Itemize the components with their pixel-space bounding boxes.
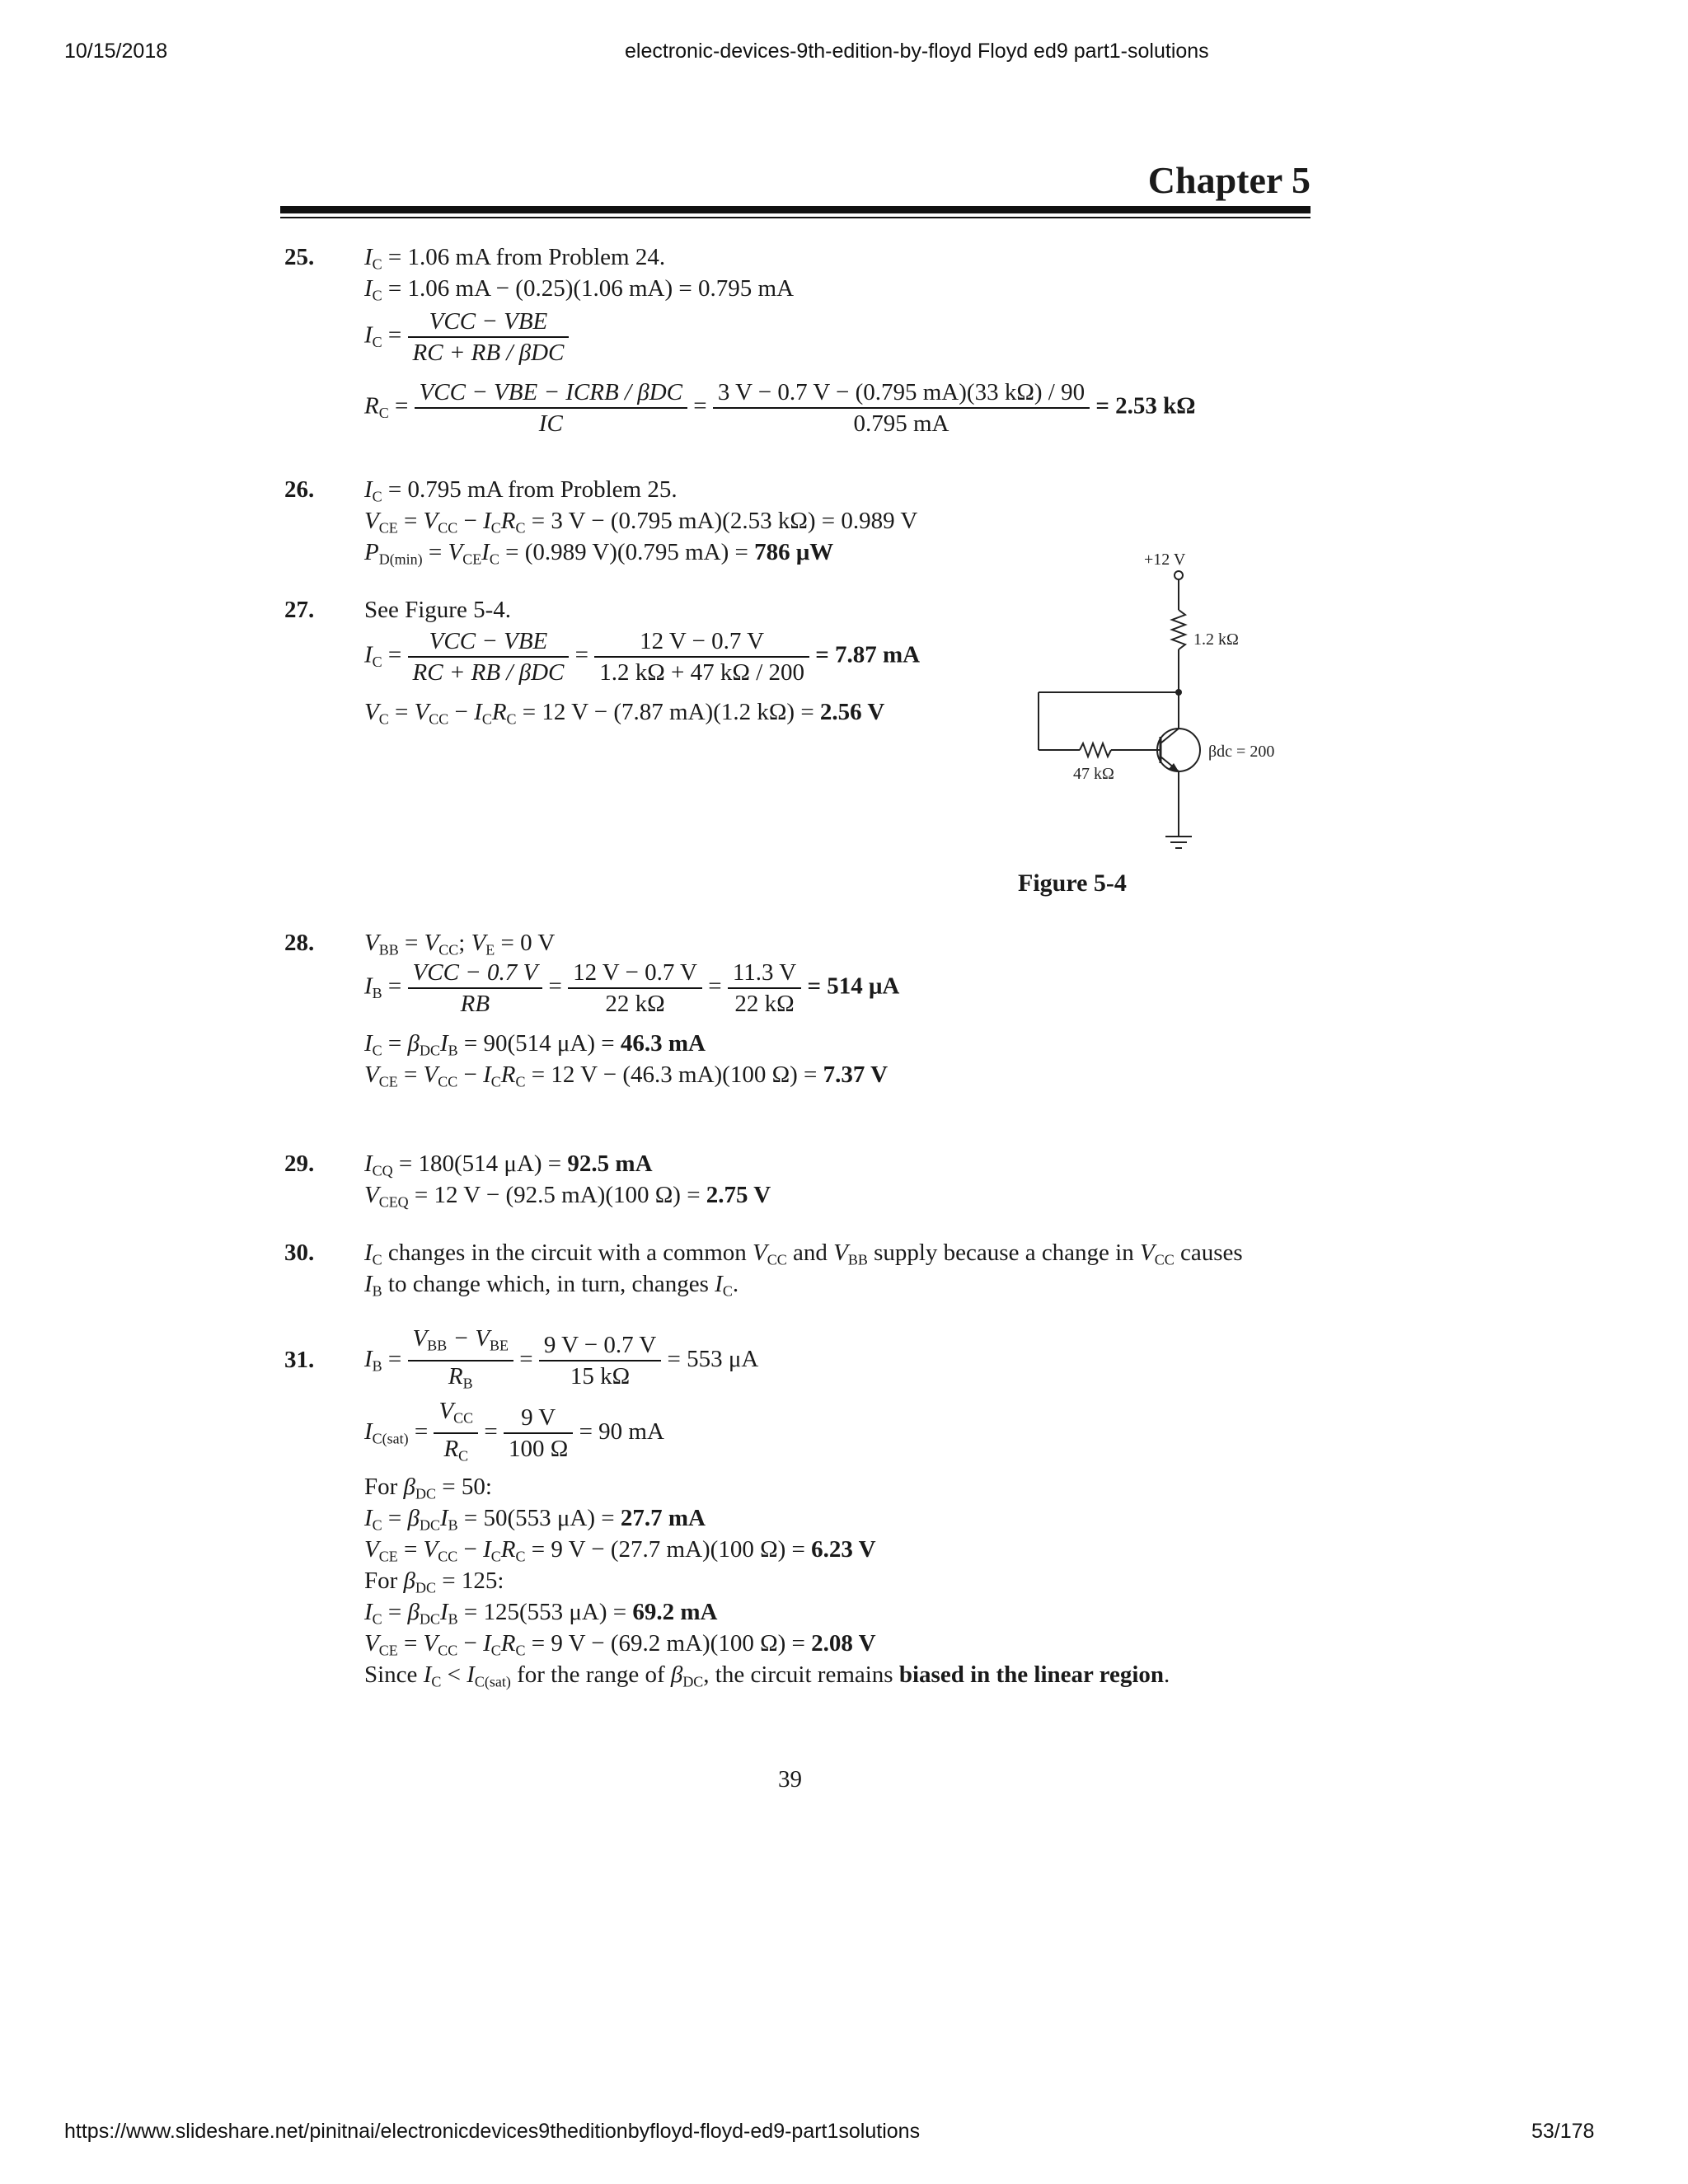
- chapter-rule-thick: [280, 206, 1311, 213]
- p28-line-3: $I_C = \beta_{DC}I_B = 90(514$ μA) = 46.3 mA: [364, 1030, 706, 1059]
- p29-line-2: $V_{CEQ} = 12$ V − (92.5 mA)(100 Ω) = 2.75 V: [364, 1182, 771, 1211]
- chapter-rule-thin: [280, 217, 1311, 218]
- p31-line-for50: For $\beta_{DC} = 50$:: [364, 1474, 492, 1502]
- footer-page-count: 53/178: [1531, 2120, 1595, 2143]
- p27-line-1: See Figure 5-4.: [364, 597, 511, 623]
- p31-formula-ib: $I_B$ = $\frac{V_{BB} - V_{BE}}{R_B}$ = $\frac{9 V - 0.7 V}{15 k\Omega}$ = 553 μA: [364, 1325, 759, 1392]
- p31-line-vce125: $V_{CE} = V_{CC} - I_CR_C = 9$ V − (69.2 mA)(100 Ω) = 2.08 V: [364, 1630, 876, 1659]
- p25-formula-rc: $R_C$ = $\frac{\text{VCC − VBE − ICRB / βDC}}{IC}$ = $\frac{3 V - 0.7 V - (0.795 mA)(33 k\Omega) / 90}{0.795 mA}$ = 2.53 kΩ: [364, 379, 1196, 437]
- problem-number-25: 25.: [284, 244, 315, 270]
- p26-line-3: $P_{D(min)} = V_{CE}I_C = (0.989$ V)(0.795 mA) = 786 μW: [364, 539, 834, 568]
- p26-line-2: $V_{CE} = V_{CC} - I_CR_C = 3$ V − (0.795 mA)(2.53 kΩ) = 0.989 V: [364, 508, 918, 537]
- p31-line-ic50: $I_C = \beta_{DC}I_B = 50(553$ μA) = 27.7 mA: [364, 1505, 706, 1534]
- vcc-terminal: [1175, 571, 1183, 579]
- p27-line-3: $V_C = V_{CC} - I_CR_C = 12$ V − (7.87 mA)(1.2 kΩ) = 2.56 V: [364, 699, 885, 728]
- p25-line-1: $I_C = 1.06$ mA from Problem 24.: [364, 244, 666, 273]
- figure-caption: Figure 5-4: [1018, 869, 1127, 897]
- p31-line-for125: For $\beta_{DC} = 125$:: [364, 1568, 504, 1596]
- p29-line-1: $I_{CQ} = 180(514$ μA) = 92.5 mA: [364, 1151, 653, 1179]
- rc-label: 1.2 kΩ: [1193, 630, 1239, 649]
- header-title: electronic-devices-9th-edition-by-floyd Floyd ed9 part1-solutions: [625, 40, 1209, 63]
- p31-line-vce50: $V_{CE} = V_{CC} - I_CR_C = 9$ V − (27.7 mA)(100 Ω) = 6.23 V: [364, 1536, 876, 1565]
- transistor-symbol: [1157, 729, 1200, 771]
- p25-line-2: $I_C = 1.06$ mA − (0.25)(1.06 mA) = 0.795 mA: [364, 275, 795, 304]
- problem-number-27: 27.: [284, 597, 315, 623]
- rb-label: 47 kΩ: [1073, 765, 1114, 783]
- problem-number-31: 31.: [284, 1347, 315, 1373]
- p28-line-4: $V_{CE} = V_{CC} - I_CR_C = 12$ V − (46.3 mA)(100 Ω) = 7.37 V: [364, 1062, 889, 1090]
- p31-line-since: Since $I_C < I_{C(sat)}$ for the range of $\beta_{DC}$, the circuit remains biased in the linear region.: [364, 1661, 1170, 1690]
- p27-formula-ic: $I_C$ = $\frac{\text{VCC − VBE}}{\text{RC + RB / βDC}}$ = $\frac{12 V - 0.7 V}{1.2 k\Omega + 47 k\Omega / 200}$ = 7.87 mA: [364, 628, 921, 686]
- problem-number-29: 29.: [284, 1151, 315, 1177]
- p28-line-1: $V_{BB} = V_{CC}$; $V_E = 0$ V: [364, 930, 556, 958]
- chapter-title: Chapter 5: [1147, 159, 1311, 201]
- beta-label: βdc = 200: [1208, 743, 1275, 761]
- problem-number-28: 28.: [284, 930, 315, 956]
- p28-formula-ib: $I_B$ = $\frac{\text{VCC − 0.7 V}}{RB}$ = $\frac{12 V - 0.7 V}{22 k\Omega}$ = $\frac{11.3 V}{22 k\Omega}$ = 514 μA: [364, 959, 900, 1017]
- base-resistor: [1080, 743, 1111, 757]
- header-date: 10/15/2018: [64, 40, 168, 63]
- p30-line-2: $I_B$ to change which, in turn, changes $I_C$.: [364, 1271, 739, 1300]
- figure-5-4-circuit: [1022, 544, 1335, 874]
- problem-number-30: 30.: [284, 1240, 315, 1266]
- collector-resistor: [1172, 610, 1185, 649]
- p31-line-ic125: $I_C = \beta_{DC}I_B = 125(553$ μA) = 69.2 mA: [364, 1599, 718, 1628]
- page-number: 39: [778, 1766, 802, 1793]
- p26-line-1: $I_C = 0.795$ mA from Problem 25.: [364, 476, 678, 505]
- problem-number-26: 26.: [284, 476, 315, 503]
- p25-formula-ic: $I_C$ = $\frac{\text{VCC − VBE}}{\text{RC + RB / βDC}}$: [364, 307, 569, 368]
- vcc-label: +12 V: [1144, 551, 1186, 569]
- p30-line-1: $I_C$ changes in the circuit with a common $V_{CC}$ and $V_{BB}$ supply because a change in $V_{CC}$ causes: [364, 1240, 1243, 1268]
- p31-formula-icsat: $I_{C(sat)}$ = $\frac{V_{CC}}{R_C}$ = $\frac{9 V}{100 \Omega}$ = 90 mA: [364, 1398, 664, 1465]
- footer-url[interactable]: https://www.slideshare.net/pinitnai/electronicdevices9theditionbyfloyd-floyd-ed9-part1solutions: [64, 2120, 921, 2143]
